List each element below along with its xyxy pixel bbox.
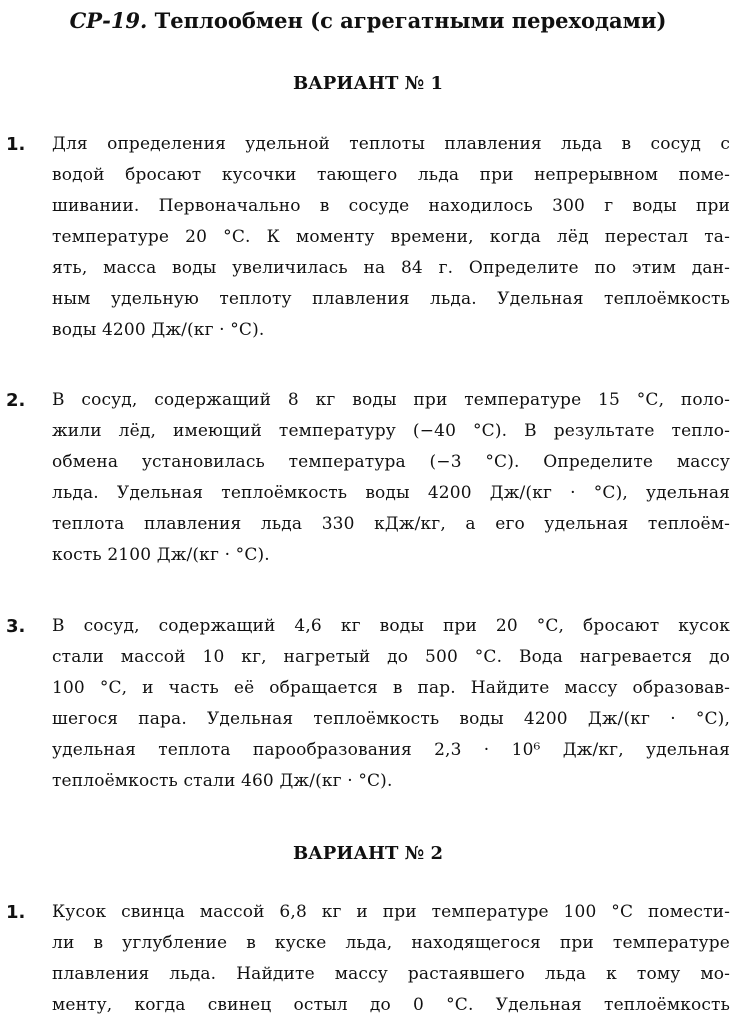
- problem-line: В сосуд, содержащий 8 кг воды при температуре 15 °С, поло-: [52, 390, 730, 410]
- problem-line: водой бросают кусочки тающего льда при непрерывном поме-: [52, 165, 730, 185]
- problem-line: стали массой 10 кг, нагретый до 500 °С. Вода нагревается до: [52, 647, 730, 667]
- problem-text: [52, 385, 730, 571]
- problem-number: 2.: [6, 390, 26, 411]
- problem-line: В сосуд, содержащий 4,6 кг воды при 20 °С, бросают кусок: [52, 616, 730, 636]
- variant-1-heading: ВАРИАНТ № 1: [292, 73, 444, 94]
- problem-line: шегося пара. Удельная теплоёмкость воды 4200 Дж/(кг · °С),: [52, 709, 730, 729]
- problem-line: ять, масса воды увеличилась на 84 г. Определите по этим дан-: [52, 258, 730, 278]
- problem-line: воды 4200 Дж/(кг · °С).: [52, 320, 265, 340]
- page-title: [0, 6, 736, 36]
- worksheet-code: СР-19.: [69, 8, 148, 33]
- problem-line: менту, когда свинец остыл до 0 °С. Удельная теплоёмкость: [52, 995, 730, 1015]
- variant-2-heading: ВАРИАНТ № 2: [292, 843, 444, 864]
- problem-text: [52, 897, 730, 1021]
- problem-line: Кусок свинца массой 6,8 кг и при температуре 100 °С помести-: [52, 902, 730, 922]
- problem-line: удельная теплота парообразования 2,3 · 10⁶ Дж/кг, удельная: [52, 740, 730, 760]
- problem-line: 100 °С, и часть её обращается в пар. Найдите массу образовав-: [52, 678, 730, 698]
- problem-line: Для определения удельной теплоты плавления льда в сосуд с: [52, 134, 730, 154]
- problem-number: 1.: [6, 902, 26, 923]
- problem-text: [52, 611, 730, 797]
- problem-line: температуре 20 °С. К моменту времени, когда лёд перестал та-: [52, 227, 730, 247]
- problem-line: льда. Удельная теплоёмкость воды 4200 Дж/(кг · °С), удельная: [52, 483, 730, 503]
- problem-line: ным удельную теплоту плавления льда. Удельная теплоёмкость: [52, 289, 730, 309]
- problem-line: кость 2100 Дж/(кг · °С).: [52, 545, 270, 565]
- worksheet-title: Теплообмен (с агрегатными переходами): [154, 8, 667, 33]
- problem-text: [52, 129, 730, 346]
- problem-line: теплота плавления льда 330 кДж/кг, а его удельная теплоём-: [52, 514, 730, 534]
- problem-line: плавления льда. Найдите массу растаявшего льда к тому мо-: [52, 964, 730, 984]
- problem-number: 1.: [6, 134, 26, 155]
- problem-number: 3.: [6, 616, 26, 637]
- problem-line: теплоёмкость стали 460 Дж/(кг · °С).: [52, 771, 393, 791]
- problem-line: шивании. Первоначально в сосуде находилось 300 г воды при: [52, 196, 730, 216]
- problem-line: обмена установилась температура (−3 °С). Определите массу: [52, 452, 730, 472]
- problem-line: ли в углубление в куске льда, находящегося при температуре: [52, 933, 730, 953]
- problem-line: жили лёд, имеющий температуру (−40 °С). В результате тепло-: [52, 421, 730, 441]
